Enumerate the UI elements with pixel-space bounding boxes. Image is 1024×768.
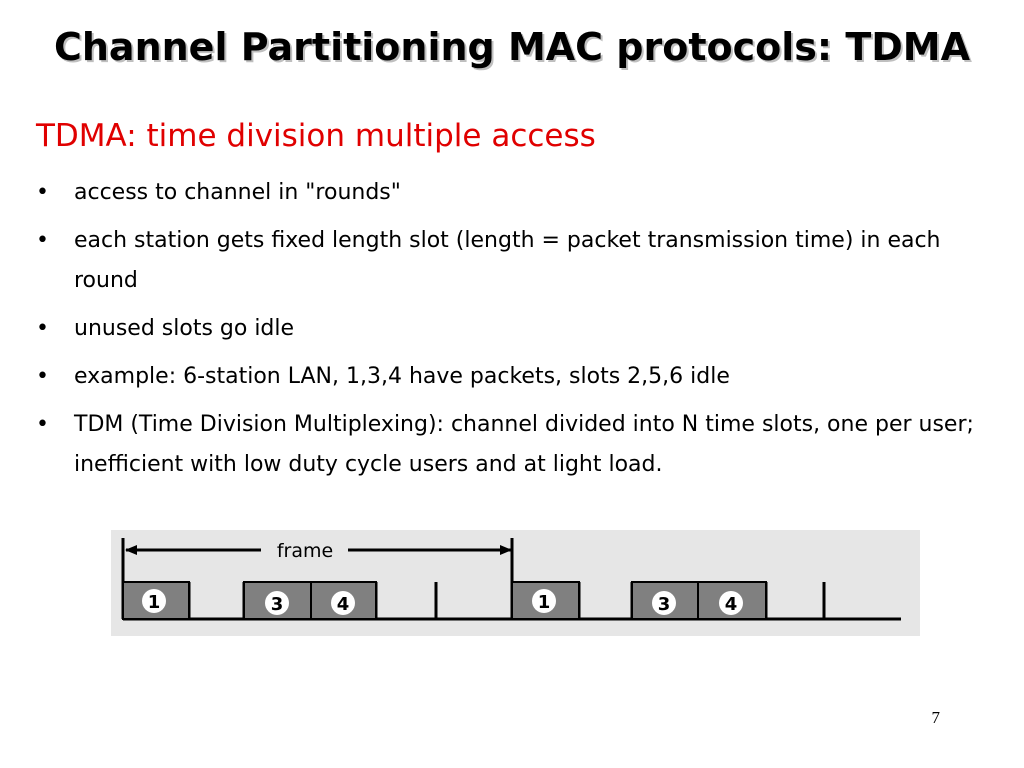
bullet-icon: •	[36, 180, 49, 205]
page-number: 7	[931, 708, 940, 727]
bullet-icon: •	[36, 228, 49, 253]
slot-label: 4	[336, 594, 350, 615]
slot-label: 1	[537, 592, 551, 613]
slot-packet	[311, 582, 376, 619]
bullet-icon: •	[36, 412, 49, 437]
bullet-item	[36, 357, 976, 397]
bullet-icon: •	[36, 316, 49, 341]
slot-label: 4	[724, 594, 738, 615]
bullet-item	[36, 221, 976, 301]
slot-label: 3	[657, 594, 671, 615]
frame-label: frame	[276, 540, 334, 562]
slot-packet	[244, 582, 311, 619]
slide-title: Channel Partitioning MAC protocols: TDMA	[53, 25, 971, 69]
slot-packet	[698, 582, 766, 619]
bullet-text: example: 6-station LAN, 1,3,4 have packets, slots 2,5,6 idle	[74, 364, 730, 389]
bullet-list	[36, 173, 976, 493]
bullet-text: unused slots go idle	[74, 316, 295, 341]
bullet-text: access to channel in "rounds"	[74, 180, 401, 205]
bullet-text: TDM (Time Division Multiplexing): channel divided into N time slots, one per user; inefficient with low duty cycle users and at light load.	[74, 412, 974, 477]
bullet-icon: •	[36, 364, 49, 389]
bullet-text: each station gets fixed length slot (length = packet transmission time) in each round	[74, 228, 941, 293]
tdma-frame-diagram	[111, 530, 920, 636]
bullet-item	[36, 173, 976, 213]
slot-packet	[512, 582, 579, 619]
slot-packet	[123, 582, 189, 619]
slot-label: 3	[270, 594, 284, 615]
slot-label: 1	[147, 592, 161, 613]
bullet-item	[36, 405, 976, 485]
slide-subheading: TDMA: time division multiple access	[36, 118, 596, 154]
slot-packet	[632, 582, 698, 619]
bullet-item	[36, 309, 976, 349]
